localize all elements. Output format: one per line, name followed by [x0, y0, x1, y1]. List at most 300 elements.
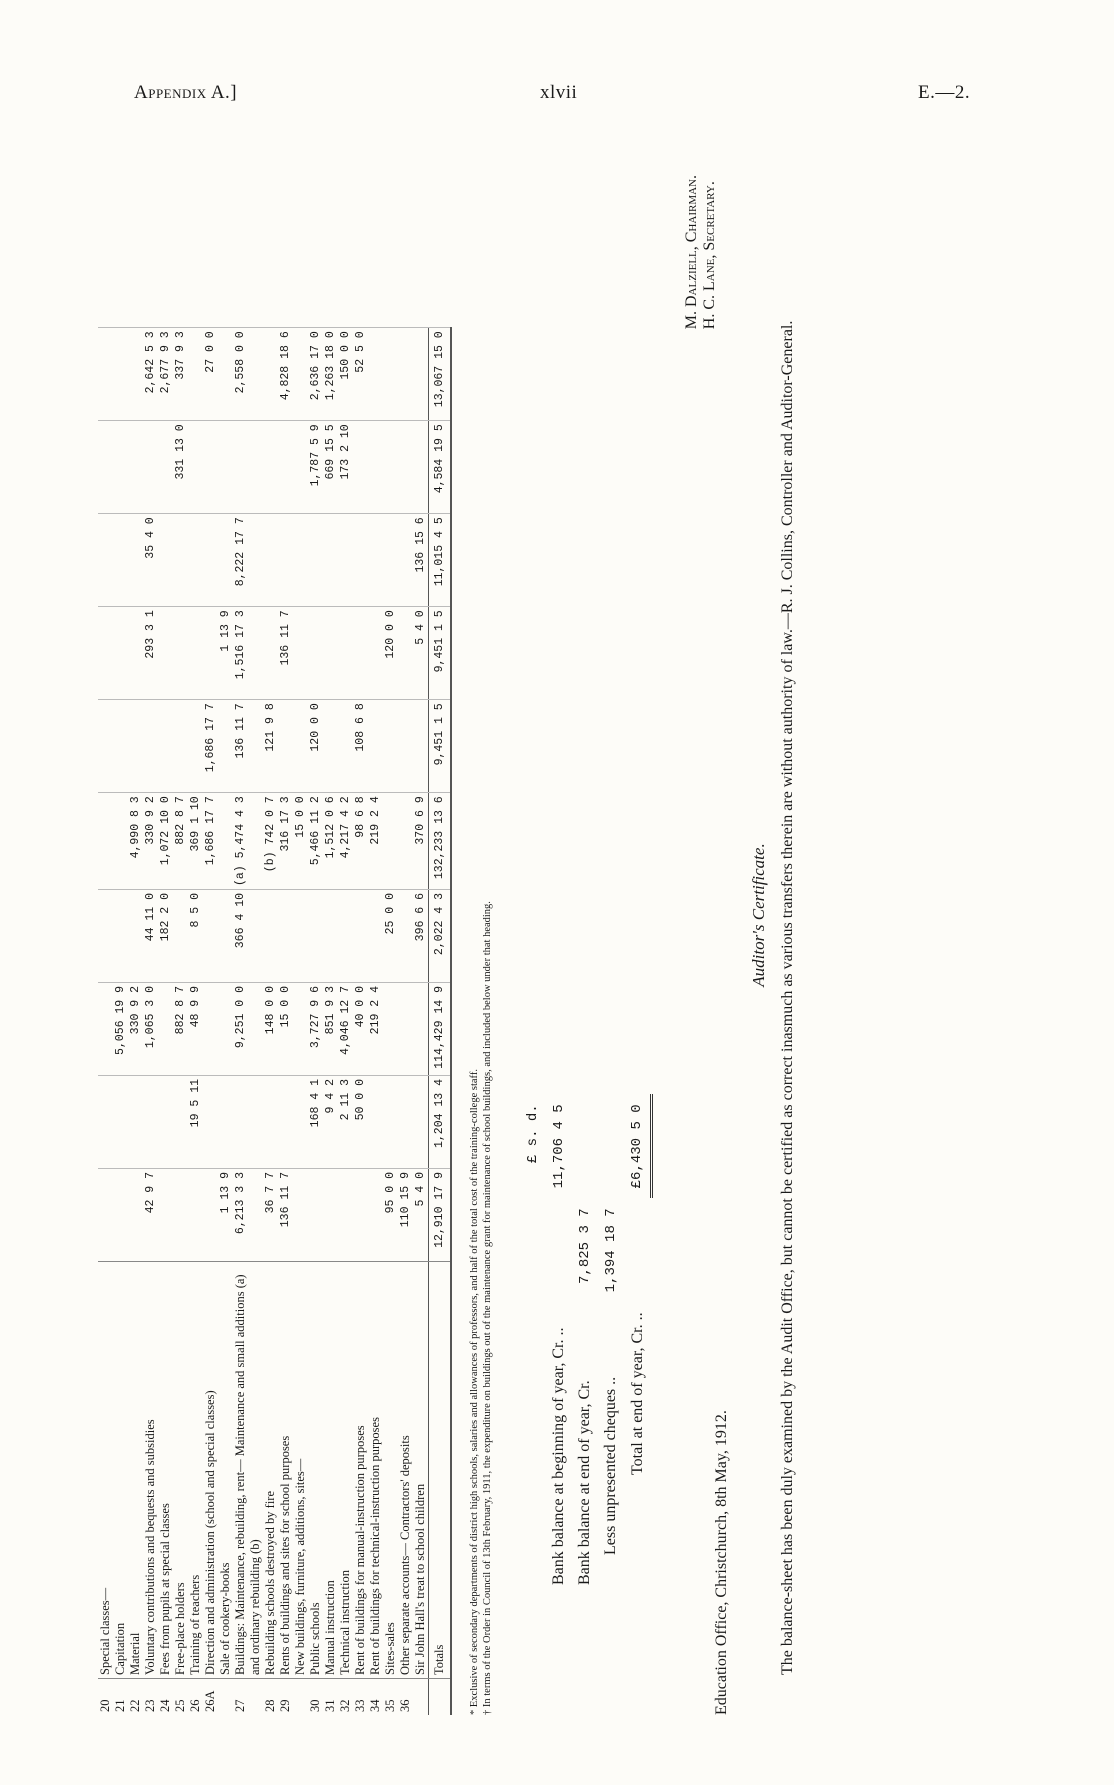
amount-cell: 9 4 2: [323, 1076, 338, 1169]
amount-cell: [308, 607, 323, 700]
total-end-amount: £6,430 5 0: [624, 1094, 652, 1198]
amount-cell: [128, 1169, 143, 1262]
amount-cell: [113, 1169, 128, 1262]
row-description: Fees from pupils at special classes: [158, 1262, 173, 1679]
bank-balance: [520, 115, 653, 1595]
bank-begin-label: Bank balance at beginning of year, Cr. ..: [550, 1327, 567, 1585]
amount-cell: [143, 700, 158, 793]
amount-cell: [353, 890, 368, 983]
row-description: Rents of buildings and sites for school purposes: [278, 1262, 293, 1679]
amount-cell: [203, 514, 218, 607]
amount-cell: [188, 1169, 203, 1262]
amount-cell: 4,046 12 7: [338, 983, 353, 1076]
amount-cell: [233, 421, 263, 514]
table-row: [233, 328, 263, 1715]
amount-cell: [338, 607, 353, 700]
row-description: Voluntary contributions and bequests and subsidies: [143, 1262, 158, 1679]
row-number: [218, 1679, 233, 1716]
amount-cell: [308, 514, 323, 607]
amount-cell: [263, 1076, 278, 1169]
footnote-star: * Exclusive of secondary departments of district high schools, salaries and allowances of professors, and half of the total cost of the training-college staff.: [469, 1069, 480, 1715]
amount-cell: [203, 983, 218, 1076]
amount-cell: [383, 421, 398, 514]
rotated-content: [98, 115, 1018, 1715]
amount-cell: [413, 421, 429, 514]
amount-cell: [263, 890, 278, 983]
amount-cell: 120 0 0: [308, 700, 323, 793]
table-row: [143, 328, 158, 1715]
amount-cell: [398, 421, 413, 514]
amount-cell: 5,056 19 9: [113, 983, 128, 1076]
amount-cell: 108 6 8: [353, 700, 368, 793]
amount-cell: [383, 793, 398, 890]
amount-cell: [278, 421, 293, 514]
auditor-certificate-body: The balance-sheet has been duly examined by the Audit Office, but cannot be certified as correct inasmuch as various transfers therein are without authority of law.—R. J. Collins, Controller and Auditor-General.: [779, 320, 796, 1675]
amount-cell: [413, 700, 429, 793]
row-number: [429, 1679, 452, 1716]
table-row: [278, 328, 293, 1715]
amount-cell: 11,015 4 5: [429, 514, 452, 607]
amount-cell: 35 4 0: [143, 514, 158, 607]
row-number: 26: [188, 1679, 203, 1716]
row-description: Free-place holders: [173, 1262, 188, 1679]
amount-cell: [293, 700, 308, 793]
amount-cell: 36 7 7: [263, 1169, 278, 1262]
amount-cell: [203, 1169, 218, 1262]
amount-cell: [158, 700, 173, 793]
row-description: Public schools: [308, 1262, 323, 1679]
amount-cell: 95 0 0: [383, 1169, 398, 1262]
amount-cell: [98, 983, 113, 1076]
amount-cell: [128, 421, 143, 514]
amount-cell: [158, 1169, 173, 1262]
table-row: [293, 328, 308, 1715]
amount-cell: 132,233 13 6: [429, 793, 452, 890]
amount-cell: 12,910 17 9: [429, 1169, 452, 1262]
amount-cell: [218, 793, 233, 890]
amount-cell: [128, 328, 143, 421]
row-description: Buildings: Maintenance, rebuilding, rent— Maintenance and small additions (a) and ordinary rebuilding (b): [233, 1262, 263, 1679]
amount-cell: [113, 421, 128, 514]
amount-cell: [293, 328, 308, 421]
units-header: £ s. d.: [525, 1104, 541, 1164]
amount-cell: [293, 421, 308, 514]
amount-cell: [113, 700, 128, 793]
row-number: 26A: [203, 1679, 218, 1716]
amount-cell: [158, 607, 173, 700]
office-date: Education Office, Christchurch, 8th May, 1912.: [713, 1410, 730, 1715]
amount-cell: 4,584 19 5: [429, 421, 452, 514]
amount-cell: [218, 983, 233, 1076]
amount-cell: [413, 983, 429, 1076]
amount-cell: (b) 742 0 7: [263, 793, 278, 890]
amount-cell: [368, 890, 383, 983]
table-row: [203, 328, 218, 1715]
row-description: Rent of buildings for manual-instruction purposes: [353, 1262, 368, 1679]
table-row: [218, 328, 233, 1715]
row-description: Totals: [429, 1262, 452, 1679]
amount-cell: 40 0 0: [353, 983, 368, 1076]
amount-cell: [353, 1169, 368, 1262]
row-description: Rent of buildings for technical-instruction purposes: [368, 1262, 383, 1679]
row-description: New buildings, furniture, additions, sites—: [293, 1262, 308, 1679]
row-number: 25: [173, 1679, 188, 1716]
amount-cell: [293, 1076, 308, 1169]
row-number: [413, 1679, 429, 1716]
amount-cell: 369 1 10: [188, 793, 203, 890]
amount-cell: 366 4 10: [233, 890, 263, 983]
amount-cell: [128, 700, 143, 793]
amount-cell: 120 0 0: [383, 607, 398, 700]
table-row: [263, 328, 278, 1715]
totals-row: [429, 328, 452, 1715]
amount-cell: [278, 1076, 293, 1169]
amount-cell: 98 6 8: [353, 793, 368, 890]
amount-cell: 331 13 0: [173, 421, 188, 514]
amount-cell: 1,065 3 0: [143, 983, 158, 1076]
amount-cell: [203, 607, 218, 700]
amount-cell: 882 8 7: [173, 983, 188, 1076]
amount-cell: [113, 514, 128, 607]
amount-cell: [353, 607, 368, 700]
amount-cell: [128, 890, 143, 983]
amount-cell: [368, 421, 383, 514]
amount-cell: [218, 421, 233, 514]
row-number: 28: [263, 1679, 278, 1716]
amount-cell: [98, 607, 113, 700]
amount-cell: 13,067 15 0: [429, 328, 452, 421]
table-row: [413, 328, 429, 1715]
amount-cell: [128, 607, 143, 700]
table-row: [353, 328, 368, 1715]
amount-cell: 330 9 2: [128, 983, 143, 1076]
amount-cell: [158, 1076, 173, 1169]
amount-cell: 8,222 17 7: [233, 514, 263, 607]
row-number: [293, 1679, 308, 1716]
amount-cell: [308, 1169, 323, 1262]
amount-cell: [173, 890, 188, 983]
row-description: Technical instruction: [338, 1262, 353, 1679]
amount-cell: [98, 1169, 113, 1262]
amount-cell: 52 5 0: [353, 328, 368, 421]
row-number: 23: [143, 1679, 158, 1716]
document-code: E.—2.: [918, 82, 971, 103]
amount-cell: 1,072 10 0: [158, 793, 173, 890]
chairman-signature: M. Dalziell, Chairman.: [683, 175, 700, 330]
footnote-dagger: † In terms of the Order in Council of 13th February, 1911, the expenditure on buildings out of the maintenance grant for maintenance of school buildings, and included below under that heading.: [482, 901, 493, 1715]
row-number: 34: [368, 1679, 383, 1716]
row-description: Direction and administration (school and special classes): [203, 1262, 218, 1679]
amount-cell: [218, 1076, 233, 1169]
appendix-label: Appendix A.]: [134, 82, 238, 103]
amount-cell: [263, 328, 278, 421]
amount-cell: 1 13 9: [218, 607, 233, 700]
amount-cell: 168 4 1: [308, 1076, 323, 1169]
row-description: Capitation: [113, 1262, 128, 1679]
amount-cell: 2,558 0 0: [233, 328, 263, 421]
amount-cell: [113, 328, 128, 421]
amount-cell: [278, 700, 293, 793]
row-description: Material: [128, 1262, 143, 1679]
amount-cell: 27 0 0: [203, 328, 218, 421]
amount-cell: 4,217 4 2: [338, 793, 353, 890]
amount-cell: [218, 890, 233, 983]
amount-cell: [128, 514, 143, 607]
signature-block: [683, 115, 731, 1715]
amount-cell: [398, 793, 413, 890]
amount-cell: [398, 890, 413, 983]
amount-cell: [323, 1169, 338, 1262]
amount-cell: [383, 1076, 398, 1169]
amount-cell: [383, 700, 398, 793]
amount-cell: 114,429 14 9: [429, 983, 452, 1076]
amount-cell: [263, 514, 278, 607]
row-description: Sir John Hall's treat to school children: [413, 1262, 429, 1679]
amount-cell: [98, 328, 113, 421]
amount-cell: 1,512 0 6: [323, 793, 338, 890]
amount-cell: 1 13 9: [218, 1169, 233, 1262]
amount-cell: 370 6 9: [413, 793, 429, 890]
row-number: 24: [158, 1679, 173, 1716]
amount-cell: [383, 514, 398, 607]
amount-cell: 110 15 9: [398, 1169, 413, 1262]
amount-cell: [398, 1076, 413, 1169]
amount-cell: [368, 607, 383, 700]
amount-cell: 5 4 0: [413, 1169, 429, 1262]
amount-cell: [368, 514, 383, 607]
amount-cell: 9,451 1 5: [429, 700, 452, 793]
amount-cell: 136 11 7: [278, 1169, 293, 1262]
bank-end-label: Bank balance at end of year, Cr.: [576, 1380, 593, 1585]
amount-cell: [158, 983, 173, 1076]
amount-cell: [263, 421, 278, 514]
unpresented-label: Less unpresented cheques ..: [602, 1376, 619, 1555]
amount-cell: 337 9 3: [173, 328, 188, 421]
amount-cell: [338, 514, 353, 607]
amount-cell: 25 0 0: [383, 890, 398, 983]
row-description: Manual instruction: [323, 1262, 338, 1679]
amount-cell: [158, 421, 173, 514]
amount-cell: 2,636 17 0: [308, 328, 323, 421]
amount-cell: 396 6 6: [413, 890, 429, 983]
amount-cell: [368, 328, 383, 421]
amount-cell: (a) 5,474 4 3: [233, 793, 263, 890]
row-number: 31: [323, 1679, 338, 1716]
row-number: 29: [278, 1679, 293, 1716]
amount-cell: [308, 890, 323, 983]
amount-cell: 5 4 0: [413, 607, 429, 700]
amount-cell: [398, 607, 413, 700]
amount-cell: [278, 890, 293, 983]
amount-cell: [368, 1076, 383, 1169]
amount-cell: 851 9 3: [323, 983, 338, 1076]
amount-cell: [203, 421, 218, 514]
amount-cell: [398, 328, 413, 421]
amount-cell: 148 0 0: [263, 983, 278, 1076]
amount-cell: [293, 983, 308, 1076]
amount-cell: 293 3 1: [143, 607, 158, 700]
total-end-label: Total at end of year, Cr. ..: [628, 1312, 646, 1475]
table-row: [173, 328, 188, 1715]
amount-cell: [233, 1076, 263, 1169]
amount-cell: [98, 514, 113, 607]
amount-cell: [143, 421, 158, 514]
amount-cell: 2,022 4 3: [429, 890, 452, 983]
amount-cell: [383, 983, 398, 1076]
amount-cell: [323, 700, 338, 793]
amount-cell: [173, 1076, 188, 1169]
amount-cell: 2 11 3: [338, 1076, 353, 1169]
amount-cell: [158, 514, 173, 607]
row-description: Training of teachers: [188, 1262, 203, 1679]
amount-cell: [98, 1076, 113, 1169]
amount-cell: [98, 421, 113, 514]
amount-cell: [293, 890, 308, 983]
row-number: 30: [308, 1679, 323, 1716]
amount-cell: [173, 1169, 188, 1262]
row-description: Special classes—: [98, 1262, 113, 1679]
amount-cell: [413, 1076, 429, 1169]
amount-cell: 6,213 3 3: [233, 1169, 263, 1262]
amount-cell: 50 0 0: [353, 1076, 368, 1169]
table-row: [368, 328, 383, 1715]
amount-cell: 2,642 5 3: [143, 328, 158, 421]
amount-cell: [323, 514, 338, 607]
amount-cell: [113, 1076, 128, 1169]
amount-cell: [278, 514, 293, 607]
table-row: [383, 328, 398, 1715]
amount-cell: 136 11 7: [233, 700, 263, 793]
amount-cell: [293, 607, 308, 700]
amount-cell: [338, 1169, 353, 1262]
amount-cell: [203, 1076, 218, 1169]
amount-cell: 882 8 7: [173, 793, 188, 890]
amount-cell: [128, 1076, 143, 1169]
row-number: 20: [98, 1679, 113, 1716]
amount-cell: [353, 421, 368, 514]
amount-cell: [398, 983, 413, 1076]
amount-cell: 19 5 11: [188, 1076, 203, 1169]
row-number: 35: [383, 1679, 398, 1716]
amount-cell: [98, 793, 113, 890]
auditor-certificate-title: Auditor's Certificate.: [749, 843, 768, 987]
amount-cell: 4,828 18 6: [278, 328, 293, 421]
amount-cell: [218, 514, 233, 607]
row-number: 21: [113, 1679, 128, 1716]
amount-cell: [323, 607, 338, 700]
amount-cell: [383, 328, 398, 421]
amount-cell: [338, 700, 353, 793]
amount-cell: [98, 700, 113, 793]
amount-cell: 219 2 4: [368, 983, 383, 1076]
row-number: 32: [338, 1679, 353, 1716]
amount-cell: 1,787 5 9: [308, 421, 323, 514]
amount-cell: 9,251 0 0: [233, 983, 263, 1076]
amount-cell: [188, 607, 203, 700]
row-description: Rebuilding schools destroyed by fire: [263, 1262, 278, 1679]
secretary-signature: H. C. Lane, Secretary.: [701, 181, 718, 330]
amount-cell: [203, 890, 218, 983]
amount-cell: [368, 1169, 383, 1262]
table-row: [188, 328, 203, 1715]
amount-cell: 150 0 0: [338, 328, 353, 421]
table-row: [398, 328, 413, 1715]
amount-cell: 4,990 8 3: [128, 793, 143, 890]
table-row: [323, 328, 338, 1715]
amount-cell: 2,677 9 3: [158, 328, 173, 421]
amount-cell: [173, 514, 188, 607]
footnotes: [468, 115, 494, 1715]
table-row: [158, 328, 173, 1715]
bank-begin-amount: 11,706 4 5: [551, 1104, 567, 1189]
amount-cell: 173 2 10: [338, 421, 353, 514]
amount-cell: [218, 700, 233, 793]
amount-cell: 330 9 2: [143, 793, 158, 890]
amount-cell: [353, 514, 368, 607]
row-number: 27: [233, 1679, 263, 1716]
amount-cell: 8 5 0: [188, 890, 203, 983]
table-row: [113, 328, 128, 1715]
page-number: xlvii: [540, 82, 578, 103]
amount-cell: [188, 514, 203, 607]
amount-cell: [263, 607, 278, 700]
amount-cell: [143, 1076, 158, 1169]
row-number: 33: [353, 1679, 368, 1716]
balance-sheet-table: [98, 327, 452, 1715]
table-row: [128, 328, 143, 1715]
amount-cell: 219 2 4: [368, 793, 383, 890]
amount-cell: [218, 328, 233, 421]
row-description: Other separate accounts— Contractors' deposits: [398, 1262, 413, 1679]
row-number: 22: [128, 1679, 143, 1716]
amount-cell: [398, 514, 413, 607]
bank-end-amount: 7,825 3 7: [577, 1208, 593, 1284]
amount-cell: [368, 700, 383, 793]
amount-cell: 5,466 11 2: [308, 793, 323, 890]
amount-cell: [293, 1169, 308, 1262]
amount-cell: 316 17 3: [278, 793, 293, 890]
amount-cell: 1,686 17 7: [203, 700, 218, 793]
amount-cell: 1,686 17 7: [203, 793, 218, 890]
amount-cell: 669 15 5: [323, 421, 338, 514]
amount-cell: 15 0 0: [278, 983, 293, 1076]
row-description: Sites-sales: [383, 1262, 398, 1679]
table-row: [338, 328, 353, 1715]
amount-cell: [188, 421, 203, 514]
amount-cell: [188, 700, 203, 793]
amount-cell: 136 11 7: [278, 607, 293, 700]
amount-cell: 182 2 0: [158, 890, 173, 983]
amount-cell: [398, 700, 413, 793]
amount-cell: [113, 890, 128, 983]
row-number: 36: [398, 1679, 413, 1716]
amount-cell: 42 9 7: [143, 1169, 158, 1262]
amount-cell: 15 0 0: [293, 793, 308, 890]
amount-cell: [98, 890, 113, 983]
table-body: [98, 328, 451, 1715]
amount-cell: [173, 700, 188, 793]
row-description: Sale of cookery-books: [218, 1262, 233, 1679]
table-row: [308, 328, 323, 1715]
amount-cell: 1,263 18 0: [323, 328, 338, 421]
amount-cell: [413, 328, 429, 421]
unpresented-amount: 1,394 18 7: [603, 1208, 619, 1293]
amount-cell: [188, 328, 203, 421]
amount-cell: [113, 607, 128, 700]
amount-cell: [323, 890, 338, 983]
amount-cell: [293, 514, 308, 607]
amount-cell: [173, 607, 188, 700]
